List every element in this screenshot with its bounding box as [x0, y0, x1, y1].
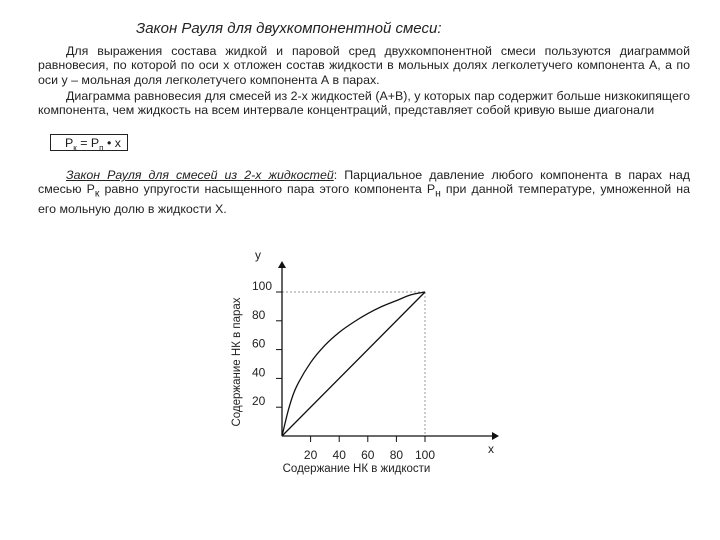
y-axis-arrow-icon — [278, 261, 286, 268]
page-title: Закон Рауля для двухкомпонентной смеси: — [136, 20, 442, 37]
formula-symbol: P — [65, 136, 74, 150]
x-axis-label: Содержание НК в жидкости — [282, 463, 431, 475]
law-text: равно упругости насыщенного пара этого компонента P — [99, 182, 436, 197]
formula-tail: • x — [103, 136, 121, 150]
x-tick-label: 80 — [389, 448, 404, 462]
law-text: : Парциальное давление любого компонента в парах над смесью P — [38, 168, 690, 197]
x-tick-label: 40 — [332, 448, 346, 462]
formula-sub: п — [99, 143, 104, 153]
y-tick-label: 80 — [252, 307, 266, 322]
raoult-formula-box — [50, 134, 128, 151]
y-tick-label: 60 — [252, 336, 266, 351]
paragraph-raoult-law — [38, 168, 690, 217]
formula-sub: к — [73, 143, 77, 153]
y-axis-label: Содержание НК в парах — [231, 297, 243, 427]
raoult-law-heading: Закон Рауля для смесей из 2-х жидкостей — [66, 168, 334, 182]
law-text: при данной температуре, умноженной на его мольную долю в жидкости X. — [38, 182, 691, 217]
formula-eq: = P — [76, 136, 100, 150]
y-tick-label: 20 — [252, 394, 266, 409]
law-sub: н — [435, 188, 441, 200]
paragraph-equilibrium-diagram: Для выражения состава жидкой и паровой сред двухкомпонентной смеси пользуются диаграммой равновесия, по которой по оси х отложен состав жидкости в мольных долях легколетучего компонента А, а по оси у – мольная доля легколетучего компонента А в парах. — [38, 44, 690, 87]
x-axis-arrow-icon — [492, 432, 499, 440]
law-sub: к — [94, 188, 100, 200]
paragraph-curve-description: Диаграмма равновесия для смесей из 2-х жидкостей (А+В), у которых пар содержит больше низкокипящего компонента, чем жидкость на всем интервале концентраций, представляет собой кривую выше диагонали — [38, 89, 690, 118]
x-axis-name: х — [488, 442, 494, 456]
y-tick-label: 100 — [252, 279, 273, 293]
x-tick-label: 20 — [303, 448, 318, 462]
y-tick-label: 40 — [252, 365, 266, 380]
equilibrium-curve — [282, 292, 425, 436]
x-tick-label: 100 — [414, 448, 436, 462]
y-axis-name: у — [255, 248, 261, 262]
x-tick-label: 60 — [361, 448, 375, 462]
diagonal-line — [282, 292, 425, 436]
